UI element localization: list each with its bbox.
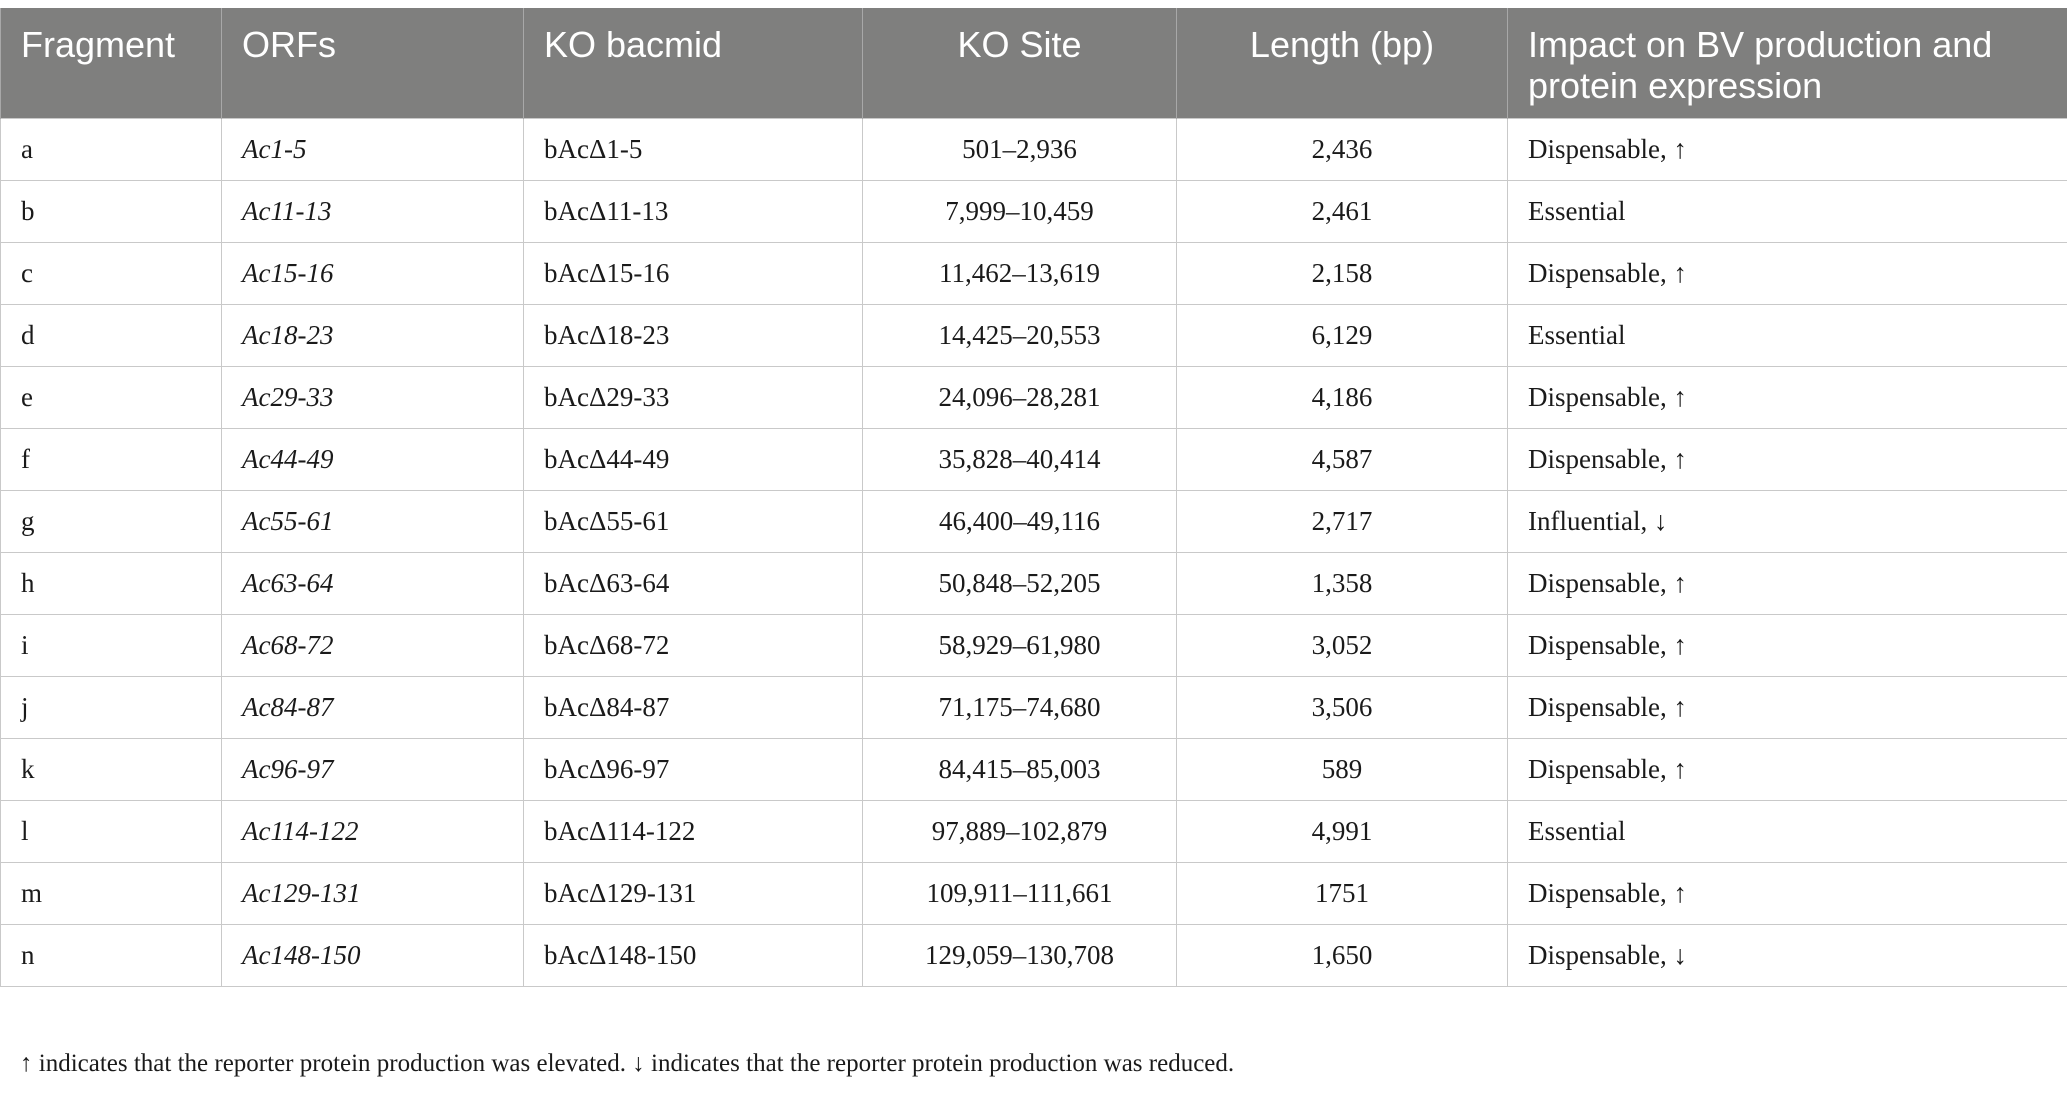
table-row (1, 429, 2067, 491)
cell-ko-site: 24,096–28,281 (863, 367, 1177, 429)
cell-fragment: b (1, 181, 222, 243)
header-ko-bacmid: KO bacmid (524, 8, 863, 119)
cell-length: 1,358 (1177, 553, 1508, 615)
cell-ko-site: 109,911–111,661 (863, 863, 1177, 925)
cell-length: 2,461 (1177, 181, 1508, 243)
cell-length: 2,717 (1177, 491, 1508, 553)
cell-ko-bacmid: bAcΔ114-122 (524, 801, 863, 863)
header-length: Length (bp) (1177, 8, 1508, 119)
cell-ko-site: 58,929–61,980 (863, 615, 1177, 677)
table-row (1, 119, 2067, 181)
cell-fragment: l (1, 801, 222, 863)
cell-orfs: Ac63-64 (222, 553, 524, 615)
cell-orfs: Ac148-150 (222, 925, 524, 987)
cell-orfs: Ac29-33 (222, 367, 524, 429)
cell-ko-bacmid: bAcΔ96-97 (524, 739, 863, 801)
table-row (1, 491, 2067, 553)
cell-ko-site: 84,415–85,003 (863, 739, 1177, 801)
cell-length: 589 (1177, 739, 1508, 801)
cell-fragment: j (1, 677, 222, 739)
cell-impact: Dispensable, ↑ (1508, 243, 2067, 305)
cell-orfs: Ac44-49 (222, 429, 524, 491)
cell-ko-bacmid: bAcΔ15-16 (524, 243, 863, 305)
cell-ko-bacmid: bAcΔ148-150 (524, 925, 863, 987)
table-row (1, 677, 2067, 739)
table-row (1, 305, 2067, 367)
cell-ko-site: 35,828–40,414 (863, 429, 1177, 491)
cell-length: 4,587 (1177, 429, 1508, 491)
cell-ko-site: 71,175–74,680 (863, 677, 1177, 739)
cell-ko-site: 50,848–52,205 (863, 553, 1177, 615)
cell-impact: Essential (1508, 801, 2067, 863)
header-fragment: Fragment (1, 8, 222, 119)
cell-ko-bacmid: bAcΔ129-131 (524, 863, 863, 925)
cell-orfs: Ac96-97 (222, 739, 524, 801)
table-row (1, 801, 2067, 863)
cell-length: 3,506 (1177, 677, 1508, 739)
cell-impact: Essential (1508, 305, 2067, 367)
cell-ko-bacmid: bAcΔ63-64 (524, 553, 863, 615)
cell-ko-bacmid: bAcΔ18-23 (524, 305, 863, 367)
table-row (1, 243, 2067, 305)
cell-impact: Dispensable, ↑ (1508, 677, 2067, 739)
cell-orfs: Ac1-5 (222, 119, 524, 181)
cell-orfs: Ac129-131 (222, 863, 524, 925)
cell-fragment: d (1, 305, 222, 367)
cell-impact: Dispensable, ↑ (1508, 615, 2067, 677)
cell-orfs: Ac55-61 (222, 491, 524, 553)
table-row (1, 181, 2067, 243)
cell-fragment: g (1, 491, 222, 553)
table-row (1, 739, 2067, 801)
cell-orfs: Ac84-87 (222, 677, 524, 739)
cell-orfs: Ac11-13 (222, 181, 524, 243)
cell-ko-site: 7,999–10,459 (863, 181, 1177, 243)
cell-ko-bacmid: bAcΔ1-5 (524, 119, 863, 181)
cell-ko-site: 11,462–13,619 (863, 243, 1177, 305)
data-table-container (0, 8, 2067, 987)
cell-ko-site: 97,889–102,879 (863, 801, 1177, 863)
cell-ko-site: 129,059–130,708 (863, 925, 1177, 987)
header-orfs: ORFs (222, 8, 524, 119)
cell-impact: Dispensable, ↑ (1508, 367, 2067, 429)
cell-ko-bacmid: bAcΔ11-13 (524, 181, 863, 243)
cell-ko-bacmid: bAcΔ55-61 (524, 491, 863, 553)
cell-fragment: f (1, 429, 222, 491)
cell-orfs: Ac18-23 (222, 305, 524, 367)
header-ko-site: KO Site (863, 8, 1177, 119)
cell-orfs: Ac114-122 (222, 801, 524, 863)
cell-fragment: m (1, 863, 222, 925)
table-footnote: ↑ indicates that the reporter protein production was elevated. ↓ indicates that the reporter protein production was reduced. (20, 1050, 1235, 1077)
cell-fragment: a (1, 119, 222, 181)
cell-ko-bacmid: bAcΔ29-33 (524, 367, 863, 429)
cell-impact: Influential, ↓ (1508, 491, 2067, 553)
table-row (1, 367, 2067, 429)
table-row (1, 925, 2067, 987)
cell-impact: Dispensable, ↑ (1508, 863, 2067, 925)
cell-fragment: k (1, 739, 222, 801)
cell-ko-bacmid: bAcΔ44-49 (524, 429, 863, 491)
cell-length: 3,052 (1177, 615, 1508, 677)
cell-fragment: i (1, 615, 222, 677)
cell-impact: Dispensable, ↑ (1508, 739, 2067, 801)
cell-impact: Dispensable, ↑ (1508, 553, 2067, 615)
cell-length: 1,650 (1177, 925, 1508, 987)
table-row (1, 553, 2067, 615)
header-impact: Impact on BV production and protein expression (1508, 8, 2067, 119)
cell-impact: Dispensable, ↑ (1508, 119, 2067, 181)
table-row (1, 863, 2067, 925)
table-body (1, 119, 2067, 987)
cell-ko-bacmid: bAcΔ68-72 (524, 615, 863, 677)
cell-impact: Dispensable, ↑ (1508, 429, 2067, 491)
table-header-row (1, 8, 2067, 119)
cell-ko-site: 501–2,936 (863, 119, 1177, 181)
cell-ko-site: 14,425–20,553 (863, 305, 1177, 367)
cell-fragment: c (1, 243, 222, 305)
cell-ko-bacmid: bAcΔ84-87 (524, 677, 863, 739)
cell-length: 4,186 (1177, 367, 1508, 429)
cell-fragment: h (1, 553, 222, 615)
cell-length: 2,436 (1177, 119, 1508, 181)
cell-length: 1751 (1177, 863, 1508, 925)
cell-length: 2,158 (1177, 243, 1508, 305)
cell-orfs: Ac68-72 (222, 615, 524, 677)
knockout-table (0, 8, 2067, 987)
cell-fragment: n (1, 925, 222, 987)
cell-fragment: e (1, 367, 222, 429)
cell-impact: Dispensable, ↓ (1508, 925, 2067, 987)
cell-length: 6,129 (1177, 305, 1508, 367)
cell-length: 4,991 (1177, 801, 1508, 863)
cell-ko-site: 46,400–49,116 (863, 491, 1177, 553)
table-row (1, 615, 2067, 677)
cell-orfs: Ac15-16 (222, 243, 524, 305)
cell-impact: Essential (1508, 181, 2067, 243)
